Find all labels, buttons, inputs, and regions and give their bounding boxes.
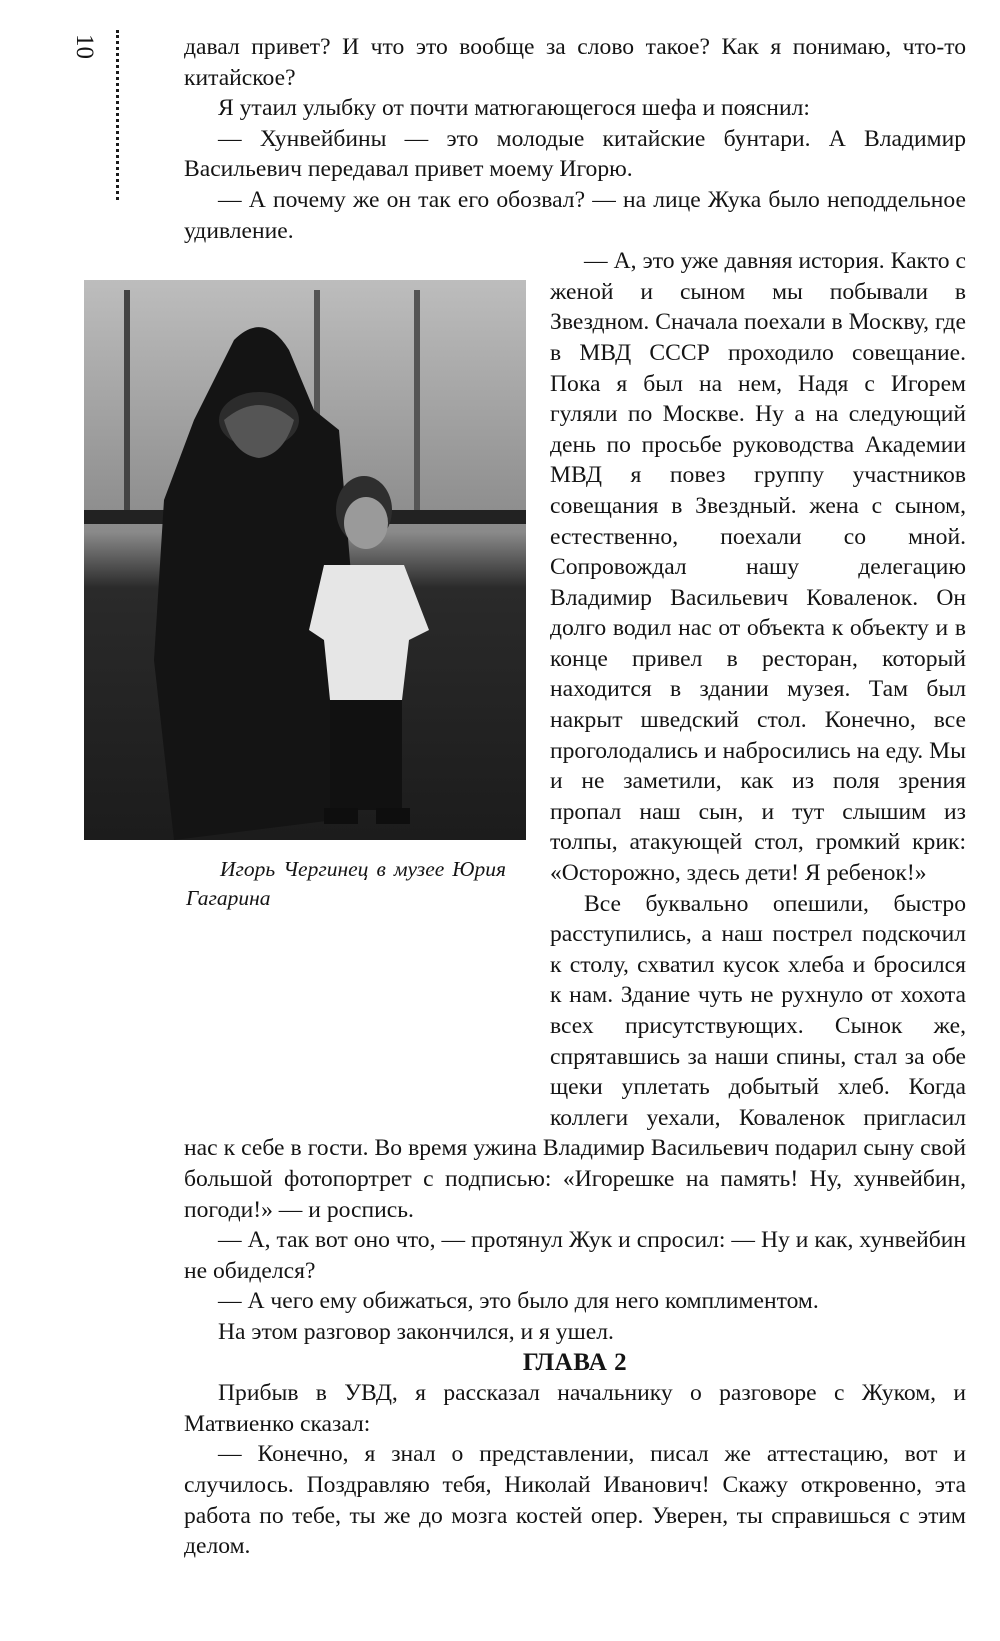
- paragraph: — Конечно, я знал о представлении, писал же аттестацию, вот и случилось. Поздравляю тебя, Николай Иванович! Скажу откровенно, эта работа по тебе, ты же до мозга костей опер. Уверен, ты справишься с этим делом.: [184, 1441, 966, 1560]
- paragraph: — А почему же он так его обозвал? — на лице Жука было неподдельное удивление.: [184, 186, 966, 244]
- paragraph: — Хунвейбины — это молодые китайские бунтари. А Владимир Васильевич передавал привет моему Игорю.: [184, 125, 966, 183]
- photo-caption: Игорь Чергинец в музее Юрия Гагарина: [186, 857, 506, 910]
- paragraph: Я утаил улыбку от почти матюгающегося шефа и пояснил:: [218, 95, 810, 122]
- paragraph: Все буквально опешили, быстро расступились, а наш пострел подскочил к столу, схватил кусок хлеба и бросился к нам. Здание чуть не рухнуло от хохота всех присутствующих. Сынок же, спрятавшись за наши спины, стал за обе щеки уплетать добытый хлеб. Когда коллеги уехали, Коваленок пригласил нас к себе в гости. Во время ужина Владимир Васильевич подарил сыну свой большой фотопортрет с подписью: «Игорешке на память! Ну, хунвейбин, погоди!» — и роспись.: [184, 890, 966, 1223]
- paragraph: — А, так вот оно что, — протянул Жук и спросил: — Ну и как, хунвейбин не обиделся?: [184, 1227, 966, 1284]
- chapter-heading: ГЛАВА 2: [522, 1348, 628, 1376]
- paragraph: — А чего ему обижаться, это было для него комплиментом.: [218, 1288, 819, 1315]
- photo-float-space: [180, 246, 550, 1126]
- page-number: 10: [71, 34, 98, 59]
- paragraph: Прибыв в УВД, я рассказал начальнику о разговоре с Жуком, и Матвиенко сказал:: [184, 1380, 966, 1437]
- paragraph: давал привет? И что это вообще за слово такое? Как я понимаю, что-то китайское?: [184, 34, 966, 91]
- paragraph: На этом разговор закончился, и я ушел.: [218, 1318, 614, 1345]
- paragraph: — А, это уже давняя история. Както с женой и сыном мы побывали в Звездном. Сначала поехали в Москву, где в МВД СССР проходило совещание. Пока я был на нем, Надя с Игорем гуляли по Москве. Ну а на следующий день по просьбе руководства Академии МВД я повез группу участников совещания в Звездный. жена с сыном, естественно, поехали со мной. Сопровождал нашу делегацию Владимир Васильевич Коваленок. Он долго водил нас от объекта к объекту и в конце привел в ресторан, который находится в здании музея. Там был накрыт шведский стол. Конечно, все проголодались и набросились на еду. Мы и не заметили, как из поля зрения пропал наш сын, и тут слышим из толпы, атакующей стол, громкий крик: «Осторожно, здесь дети! Я ребенок!»: [550, 248, 966, 887]
- body-text: [184, 32, 966, 1562]
